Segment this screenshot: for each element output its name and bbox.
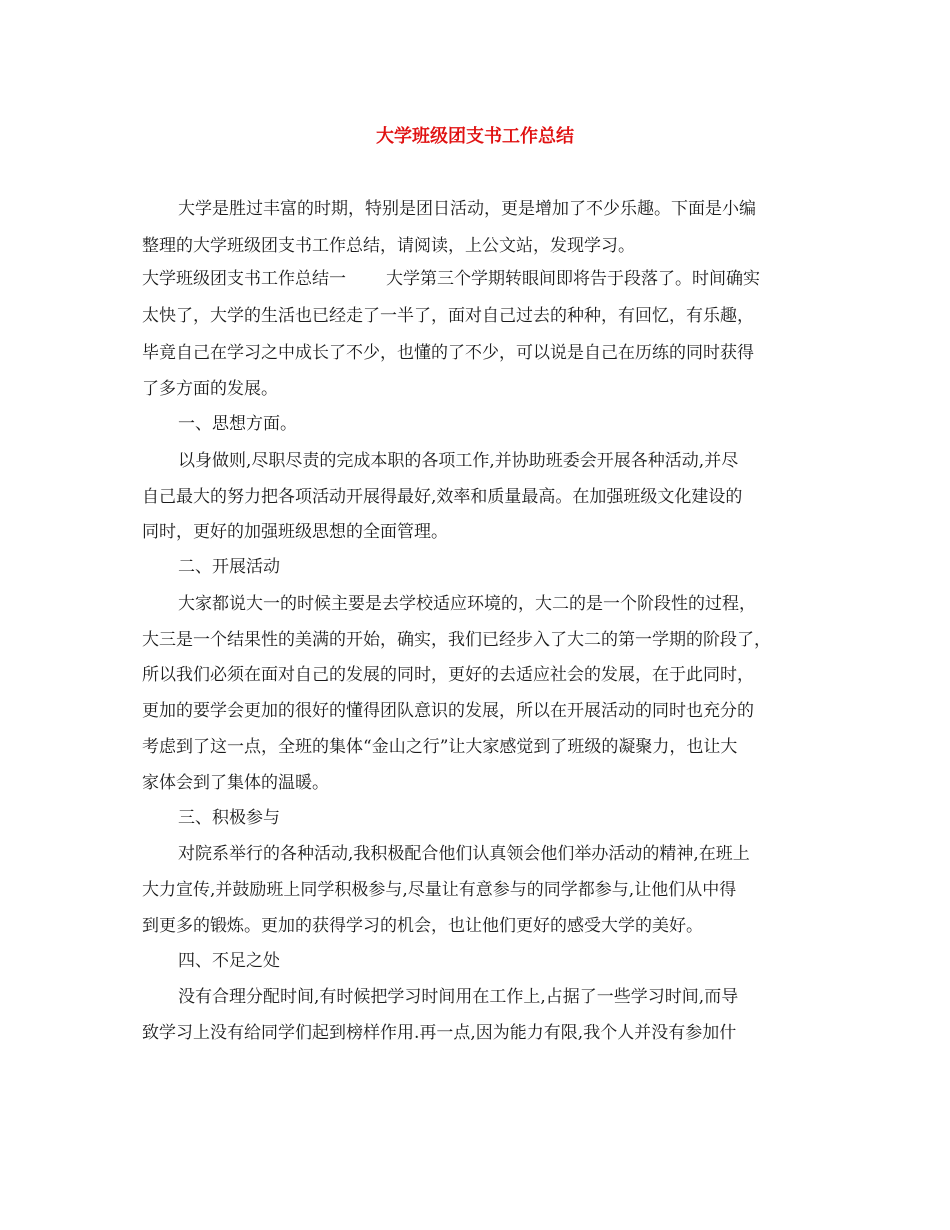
paragraph-line: 家体会到了集体的温暖。 bbox=[142, 773, 329, 793]
paragraph-line: 以身做则,尽职尽责的完成本职的各项工作,并协助班委会开展各种活动,并尽 bbox=[178, 451, 739, 471]
paragraph-line: 考虑到了这一点，全班的集体“金山之行”让大家感觉到了班级的凝聚力，也让大 bbox=[142, 737, 738, 757]
paragraph-line: 所以我们必须在面对自己的发展的同时，更好的去适应社会的发展，在于此同时， bbox=[142, 665, 754, 685]
section-heading: 三、积极参与 bbox=[178, 808, 280, 828]
section-heading: 一、思想方面。 bbox=[178, 414, 297, 434]
section-heading: 大学班级团支书工作总结一 bbox=[142, 269, 346, 289]
paragraph-line: 了多方面的发展。 bbox=[142, 379, 278, 399]
paragraph-line: 致学习上没有给同学们起到榜样作用.再一点,因为能力有限,我个人并没有参加什 bbox=[142, 1023, 737, 1043]
paragraph-line: 对院系举行的各种活动,我积极配合他们认真领会他们举办活动的精神,在班上 bbox=[178, 844, 750, 864]
paragraph-line: 毕竟自己在学习之中成长了不少，也懂的了不少，可以说是自己在历练的同时获得 bbox=[142, 343, 754, 363]
paragraph-line: 大学是胜过丰富的时期，特别是团日活动，更是增加了不少乐趣。下面是小编 bbox=[178, 199, 756, 219]
paragraph-line bbox=[142, 266, 822, 292]
section-heading: 四、不足之处 bbox=[178, 951, 280, 971]
paragraph-line: 自己最大的努力把各项活动开展得最好,效率和质量最高。在加强班级文化建设的 bbox=[142, 487, 743, 507]
paragraph-line: 整理的大学班级团支书工作总结，请阅读，上公文站，发现学习。 bbox=[142, 236, 635, 256]
paragraph-line: 没有合理分配时间,有时候把学习时间用在工作上,占据了一些学习时间,而导 bbox=[178, 987, 739, 1007]
paragraph-line: 更加的要学会更加的很好的懂得团队意识的发展，所以在开展活动的同时也充分的 bbox=[142, 701, 754, 721]
paragraph-line: 大力宣传,并鼓励班上同学积极参与,尽量让有意参与的同学都参与,让他们从中得 bbox=[142, 880, 737, 900]
paragraph-line: 太快了，大学的生活也已经走了一半了，面对自己过去的种种，有回忆，有乐趣， bbox=[142, 306, 754, 326]
document-title: 大学班级团支书工作总结 bbox=[376, 126, 574, 147]
paragraph-line: 同时，更好的加强班级思想的全面管理。 bbox=[142, 522, 448, 542]
paragraph-text: 大学第三个学期转眼间即将告于段落了。时间确实 bbox=[386, 269, 760, 289]
paragraph-line: 大三是一个结果性的美满的开始，确实，我们已经步入了大二的第一学期的阶段了， bbox=[142, 630, 771, 650]
section-heading: 二、开展活动 bbox=[178, 557, 280, 577]
paragraph-line: 大家都说大一的时候主要是去学校适应环境的，大二的是一个阶段性的过程， bbox=[178, 594, 756, 614]
paragraph-line: 到更多的锻炼。更加的获得学习的机会，也让他们更好的感受大学的美好。 bbox=[142, 916, 703, 936]
